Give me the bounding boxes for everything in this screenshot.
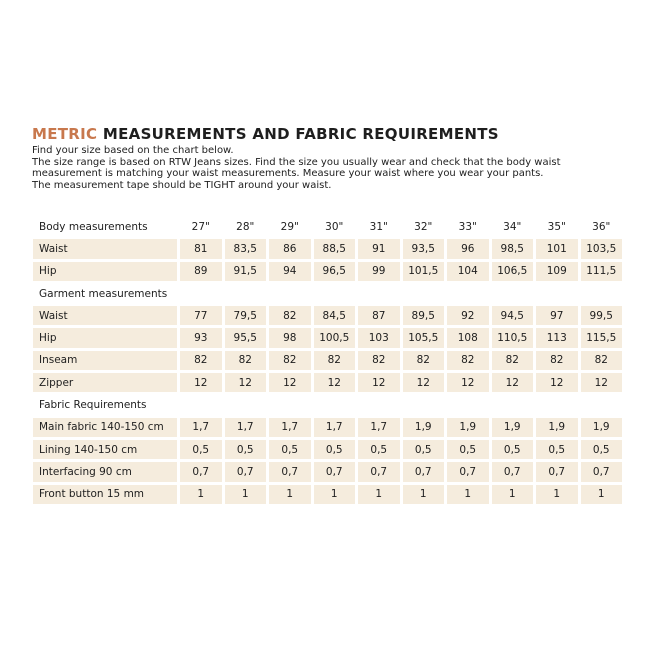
- table-cell: 82: [447, 351, 489, 370]
- row-label: Hip: [33, 328, 177, 347]
- empty-cell: [225, 284, 267, 303]
- size-header: 31": [369, 220, 388, 233]
- table-cell: 0,5: [492, 440, 534, 459]
- empty-cell: [536, 284, 578, 303]
- table-cell: 99,5: [581, 306, 623, 325]
- row-label: Zipper: [33, 373, 177, 392]
- table-cell: 1,7: [358, 418, 400, 437]
- size-header: 28": [236, 220, 255, 233]
- row-label: Interfacing 90 cm: [33, 462, 177, 481]
- table-cell: 89,5: [403, 306, 445, 325]
- row-label: Hip: [33, 262, 177, 281]
- table-row: [33, 351, 622, 370]
- table-row: [33, 328, 622, 347]
- table-cell: 115,5: [581, 328, 623, 347]
- table-cell: 0,7: [180, 462, 222, 481]
- table-cell: 83,5: [225, 239, 267, 258]
- table-cell: 0,5: [358, 440, 400, 459]
- table-cell: 1,7: [314, 418, 356, 437]
- table-cell: 82: [314, 351, 356, 370]
- table-cell: 0,7: [536, 462, 578, 481]
- table-cell: 0,7: [403, 462, 445, 481]
- table-cell: 0,5: [447, 440, 489, 459]
- table-row: [33, 262, 622, 281]
- table-cell: 1: [225, 485, 267, 504]
- table-cell: 77: [180, 306, 222, 325]
- table-cell: 111,5: [581, 262, 623, 281]
- empty-cell: [225, 395, 267, 414]
- row-label: Lining 140-150 cm: [33, 440, 177, 459]
- table-cell: 12: [358, 373, 400, 392]
- table-cell: 1: [447, 485, 489, 504]
- table-cell: 0,7: [225, 462, 267, 481]
- table-cell: 12: [180, 373, 222, 392]
- table-cell: 103: [358, 328, 400, 347]
- empty-cell: [314, 395, 356, 414]
- intro-line: The size range is based on RTW Jeans sizes. Find the size you usually wear and check that the body waist: [32, 156, 561, 168]
- table-row: [33, 485, 622, 504]
- table-cell: 104: [447, 262, 489, 281]
- table-cell: 12: [269, 373, 311, 392]
- title-accent: METRIC: [32, 125, 98, 143]
- empty-cell: [492, 284, 534, 303]
- table-cell: 89: [180, 262, 222, 281]
- empty-cell: [358, 395, 400, 414]
- table-cell: 12: [225, 373, 267, 392]
- size-header: 29": [280, 220, 299, 233]
- empty-cell: [403, 284, 445, 303]
- table-cell: 12: [314, 373, 356, 392]
- table-cell: 0,7: [447, 462, 489, 481]
- table-row: [33, 440, 622, 459]
- table-cell: 113: [536, 328, 578, 347]
- empty-cell: [269, 395, 311, 414]
- table-cell: 101,5: [403, 262, 445, 281]
- table-cell: 0,5: [225, 440, 267, 459]
- table-cell: 95,5: [225, 328, 267, 347]
- table-cell: 82: [358, 351, 400, 370]
- table-cell: 1,9: [403, 418, 445, 437]
- table-cell: 98,5: [492, 239, 534, 258]
- table-cell: 0,5: [314, 440, 356, 459]
- size-header: 33": [458, 220, 477, 233]
- table-cell: 82: [403, 351, 445, 370]
- table-cell: 106,5: [492, 262, 534, 281]
- section-header-row: [33, 217, 622, 236]
- table-cell: 1: [269, 485, 311, 504]
- intro-line: measurement is matching your waist measurements. Measure your waist where you wear your pants.: [32, 168, 544, 180]
- intro-line: The measurement tape should be TIGHT around your waist.: [32, 179, 332, 191]
- table-cell: 100,5: [314, 328, 356, 347]
- table-cell: 1,9: [581, 418, 623, 437]
- table-cell: 96: [447, 239, 489, 258]
- table-cell: 109: [536, 262, 578, 281]
- table-cell: 0,5: [269, 440, 311, 459]
- section-title: Garment measurements: [39, 287, 168, 300]
- table-row: [33, 306, 622, 325]
- table-cell: 82: [492, 351, 534, 370]
- table-cell: 12: [403, 373, 445, 392]
- empty-cell: [492, 395, 534, 414]
- table-cell: 0,7: [492, 462, 534, 481]
- empty-cell: [358, 284, 400, 303]
- table-cell: 94,5: [492, 306, 534, 325]
- table-cell: 82: [269, 351, 311, 370]
- table-cell: 0,7: [314, 462, 356, 481]
- table-cell: 1: [536, 485, 578, 504]
- intro-text: [32, 145, 561, 191]
- table-row: [33, 462, 622, 481]
- table-cell: 86: [269, 239, 311, 258]
- table-cell: 12: [536, 373, 578, 392]
- table-cell: 82: [536, 351, 578, 370]
- table-cell: 1: [180, 485, 222, 504]
- title-rest: MEASUREMENTS AND FABRIC REQUIREMENTS: [97, 125, 499, 143]
- page-title: [32, 125, 499, 143]
- table-cell: 88,5: [314, 239, 356, 258]
- size-header: 32": [414, 220, 433, 233]
- table-cell: 1,9: [492, 418, 534, 437]
- table-cell: 1,7: [180, 418, 222, 437]
- table-cell: 108: [447, 328, 489, 347]
- size-header: 35": [547, 220, 566, 233]
- table-cell: 1: [358, 485, 400, 504]
- table-cell: 91: [358, 239, 400, 258]
- row-label: Waist: [33, 239, 177, 258]
- section-title: Body measurements: [39, 220, 148, 233]
- table-cell: 101: [536, 239, 578, 258]
- table-cell: 93: [180, 328, 222, 347]
- section-header-row: [33, 284, 622, 303]
- table-cell: 1,7: [269, 418, 311, 437]
- table-cell: 87: [358, 306, 400, 325]
- empty-cell: [581, 395, 623, 414]
- table-cell: 12: [447, 373, 489, 392]
- table-cell: 82: [269, 306, 311, 325]
- section-title: Fabric Requirements: [39, 399, 147, 412]
- size-header: 36": [592, 220, 611, 233]
- table-cell: 82: [180, 351, 222, 370]
- table-cell: 1: [403, 485, 445, 504]
- empty-cell: [447, 284, 489, 303]
- table-cell: 0,5: [180, 440, 222, 459]
- empty-cell: [536, 395, 578, 414]
- empty-cell: [447, 395, 489, 414]
- empty-cell: [314, 284, 356, 303]
- table-row: [33, 418, 622, 437]
- table-cell: 96,5: [314, 262, 356, 281]
- empty-cell: [269, 284, 311, 303]
- table-cell: 93,5: [403, 239, 445, 258]
- section-header-row: [33, 395, 622, 414]
- row-label: Main fabric 140-150 cm: [33, 418, 177, 437]
- empty-cell: [180, 284, 222, 303]
- table-cell: 82: [225, 351, 267, 370]
- table-row: [33, 373, 622, 392]
- empty-cell: [403, 395, 445, 414]
- table-cell: 110,5: [492, 328, 534, 347]
- table-cell: 1: [314, 485, 356, 504]
- table-cell: 1: [581, 485, 623, 504]
- table-cell: 99: [358, 262, 400, 281]
- size-chart-table: [30, 214, 625, 507]
- table-cell: 0,5: [581, 440, 623, 459]
- table-cell: 97: [536, 306, 578, 325]
- empty-cell: [180, 395, 222, 414]
- size-header: 27": [191, 220, 210, 233]
- table-cell: 1,9: [536, 418, 578, 437]
- table-cell: 1,7: [225, 418, 267, 437]
- size-header: 34": [503, 220, 522, 233]
- table-cell: 81: [180, 239, 222, 258]
- table-row: [33, 239, 622, 258]
- table-cell: 79,5: [225, 306, 267, 325]
- table-cell: 12: [492, 373, 534, 392]
- table-cell: 92: [447, 306, 489, 325]
- empty-cell: [581, 284, 623, 303]
- intro-line: Find your size based on the chart below.: [32, 145, 234, 156]
- table-cell: 1,9: [447, 418, 489, 437]
- table-cell: 98: [269, 328, 311, 347]
- size-header: 30": [325, 220, 344, 233]
- table-cell: 84,5: [314, 306, 356, 325]
- row-label: Inseam: [33, 351, 177, 370]
- table-cell: 82: [581, 351, 623, 370]
- table-cell: 105,5: [403, 328, 445, 347]
- table-cell: 91,5: [225, 262, 267, 281]
- table-cell: 0,5: [536, 440, 578, 459]
- table-cell: 12: [581, 373, 623, 392]
- table-cell: 0,7: [358, 462, 400, 481]
- table-cell: 0,7: [581, 462, 623, 481]
- row-label: Front button 15 mm: [33, 485, 177, 504]
- row-label: Waist: [33, 306, 177, 325]
- table-cell: 0,7: [269, 462, 311, 481]
- table-cell: 94: [269, 262, 311, 281]
- table-cell: 0,5: [403, 440, 445, 459]
- table-cell: 103,5: [581, 239, 623, 258]
- table-cell: 1: [492, 485, 534, 504]
